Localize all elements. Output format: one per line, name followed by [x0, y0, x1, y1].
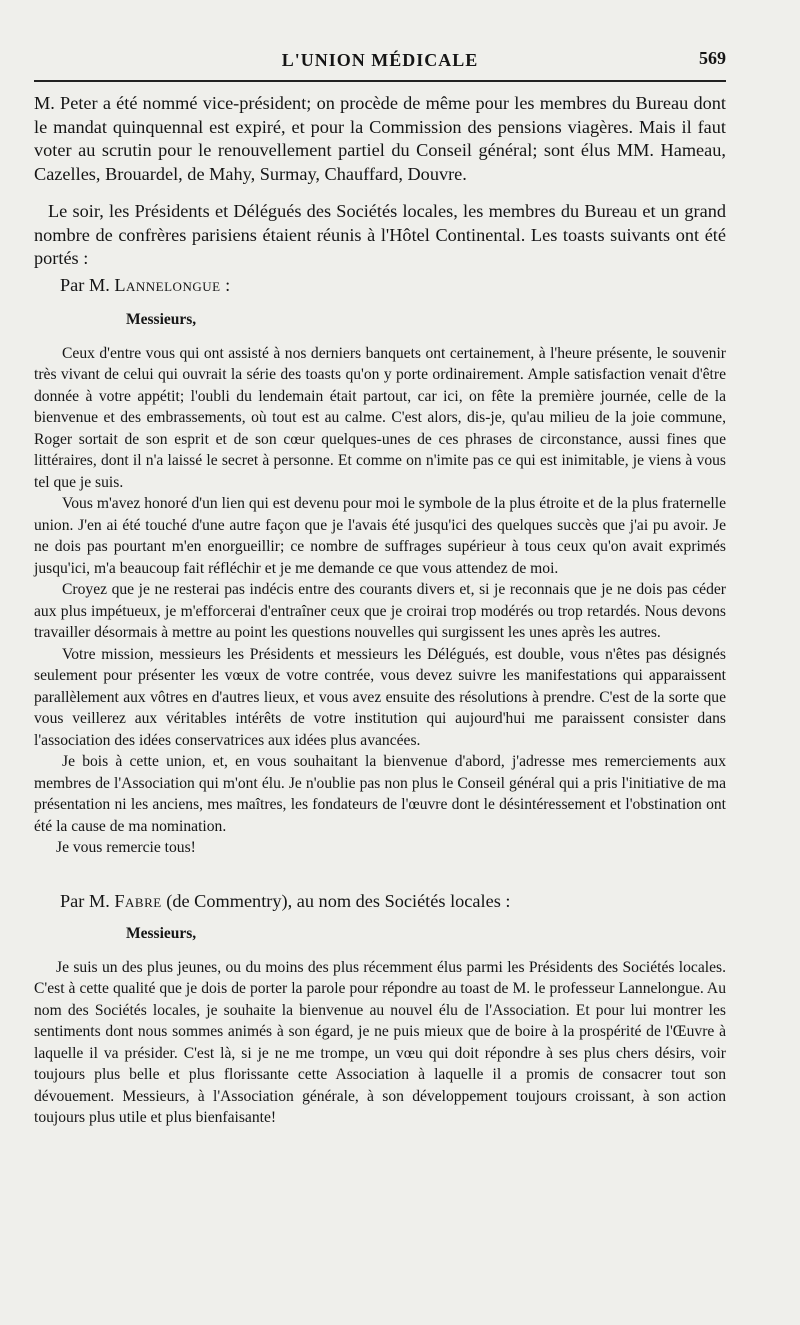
toast-body-lannelongue	[34, 343, 726, 859]
intro-paragraph: M. Peter a été nommé vice-président; on procède de même pour les membres du Bureau dont le mandat quinquennal est expiré, et pour la Commission des pensions viagères. Mais il faut voter au scrutin pour le renouvellement partiel du Conseil général; sont élus MM. Hameau, Cazelles, Brouardel, de Mahy, Surmay, Chauffard, Douvre.	[34, 93, 726, 184]
journal-title: L'UNION MÉDICALE	[281, 50, 479, 70]
speaker-name: Lannelongue	[114, 274, 221, 295]
speech-closing: Je vous remercie tous!	[56, 839, 196, 856]
salutation: Messieurs,	[126, 924, 197, 942]
salutation: Messieurs,	[126, 310, 197, 328]
toast-by-prefix: Par M.	[60, 274, 110, 295]
toast-heading-lannelongue	[34, 273, 726, 297]
speech-paragraph: Ceux d'entre vous qui ont assisté à nos derniers banquets ont certainement, à l'heure présente, le souvenir très vivant de celui qui ouvrait la série des toasts qu'on y porte ordinairement. Ample satisfaction venait d'être donnée à votre appétit; l'oubli du lendemain était partout, car ici, on fête la première journée, celle de la bienvenue et des embrassements, où tout est au calme. C'est alors, dis-je, qu'au milieu de la joie commune, Roger sortait de son esprit et de son cœur quelques-unes de ces phrases de circonstance, aussi fines que littéraires, dont il n'a laissé le secret à personne. Et comme on n'imite pas ce qui est inimitable, je viens à vous tel que je suis.	[34, 344, 726, 491]
toast-by-suffix: (de Commentry), au nom des Sociétés locales :	[161, 890, 511, 911]
speaker-name: Fabre	[114, 890, 162, 911]
toast-body-fabre	[34, 957, 726, 1129]
speech-paragraph: Croyez que je ne resterai pas indécis entre des courants divers et, si je reconnais que je ne dois pas céder aux plus impétueux, je m'efforcerai d'entraîner ceux que je croirai trop modérés ou trop retardés. Nous devons travailler désormais à mettre au point les questions nouvelles qui surgissent les unes après les autres.	[34, 581, 726, 641]
speech-paragraph: Je suis un des plus jeunes, ou du moins des plus récemment élus parmi les Présidents des Sociétés locales. C'est à cette qualité que je dois de porter la parole pour répondre au toast de M. le professeur Lannelongue. Au nom des Sociétés locales, je souhaite la bienvenue au nouvel élu de l'Association. Et pour lui montrer les sentiments dont nous sommes animés à son égard, je ne puis mieux que de boire à la prospérité de l'Œuvre à laquelle il va présider. C'est là, si je ne me trompe, un vœu qui doit répondre à ses plus chers désirs, voir toujours plus belle et plus florissante cette Association à laquelle il a promis de consacrer tout son dévouement. Messieurs, à l'Association générale, à son développement toujours croissant, à son action toujours plus utile et plus bienfaisante!	[34, 958, 726, 1126]
running-header	[34, 44, 726, 78]
speech-paragraph: Vous m'avez honoré d'un lien qui est devenu pour moi le symbole de la plus étroite et de la plus fraternelle union. J'en ai été touché d'une autre façon que je l'avais été jusqu'ici des quelques succès que j'ai pu avoir. Je ne dois pas pourtant m'en enorgueillir; ce nombre de suffrages supérieur à tous ceux qu'on avait exprimés jusqu'ici, m'a beaucoup fait réfléchir et je me demande ce que vous attendez de moi.	[34, 495, 726, 577]
toast-by-prefix: Par M.	[60, 890, 110, 911]
toast-by-suffix: :	[220, 274, 231, 295]
intro-paragraph: Le soir, les Présidents et Délégués des Sociétés locales, les membres du Bureau et un grand nombre de confrères parisiens étaient réunis à l'Hôtel Continental. Les toasts suivants ont été portés :	[34, 201, 726, 268]
intro-section	[34, 92, 726, 271]
header-rule	[34, 80, 726, 82]
document-page	[34, 44, 726, 1129]
toast-heading-fabre	[34, 889, 726, 913]
page-number: 569	[699, 48, 726, 68]
speech-paragraph: Votre mission, messieurs les Présidents et messieurs les Délégués, est double, vous n'êtes pas désignés seulement pour présenter les vœux de votre contrée, vous devez suivre les manifestations qui apparaissent parallèlement aux vôtres en d'autres lieux, et vous avez ensuite des résolutions à prendre. C'est de la sorte que vous veillerez aux véritables intérêts de votre institution qui aujourd'hui me paraissent consister dans l'association des idées conservatrices aux idées plus avancées.	[34, 645, 726, 749]
speech-paragraph: Je bois à cette union, et, en vous souhaitant la bienvenue d'abord, j'adresse mes remerciements aux membres de l'Association qui m'ont élu. Je n'oublie pas non plus le Conseil général qui a pris l'initiative de ma présentation ni les anciens, mes maîtres, les fondateurs de l'œuvre dont le désintéressement et l'obstination ont été la cause de ma nomination.	[34, 753, 726, 835]
